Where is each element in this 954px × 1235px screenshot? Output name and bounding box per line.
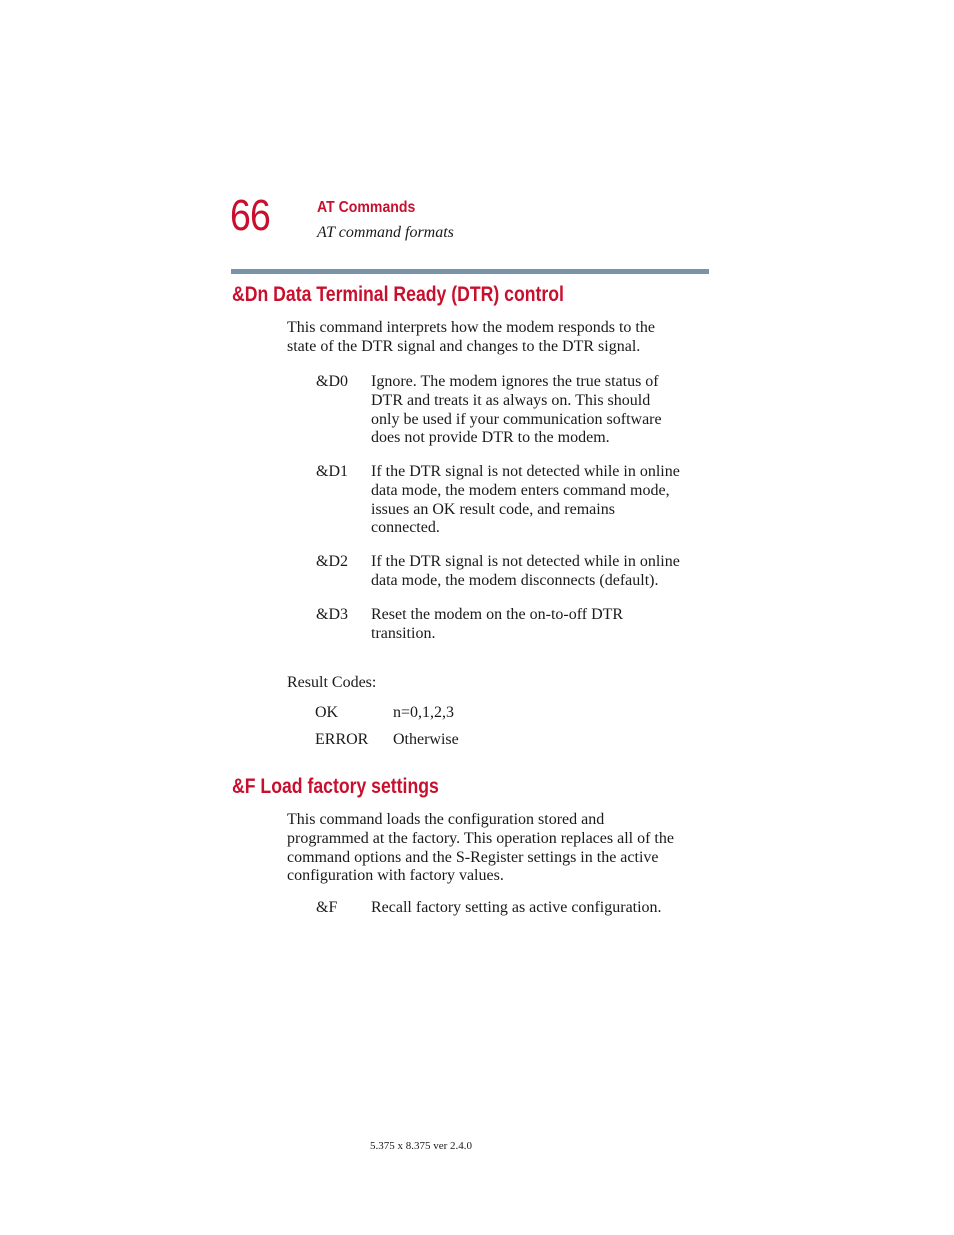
command-description [371, 553, 716, 591]
intro-line: configuration with factory values. [287, 867, 504, 885]
intro-line: This command loads the configuration stored and [287, 811, 605, 828]
section-intro-factory [287, 811, 717, 886]
intro-line: command options and the S-Register settings in the active [287, 848, 659, 866]
description-line: Ignore. The modem ignores the true status of [371, 373, 659, 390]
header-rule [231, 269, 709, 274]
result-code: OK [315, 704, 339, 721]
intro-line: This command interprets how the modem responds to the [287, 319, 655, 336]
command-code: &D1 [316, 463, 348, 480]
intro-line: programmed at the factory. This operation replaces all of the [287, 829, 674, 847]
description-line: Recall factory setting as active configuration. [371, 899, 662, 916]
command-code: &D3 [316, 606, 348, 623]
description-line: If the DTR signal is not detected while in online [371, 463, 680, 480]
result-codes-label-text: Result Codes: [287, 674, 377, 691]
description-line: data mode, the modem enters command mode, [371, 481, 670, 499]
command-description [371, 899, 716, 918]
command-code: &D2 [316, 553, 348, 570]
command-description [371, 606, 716, 644]
command-code: &D0 [316, 373, 348, 390]
result-code: ERROR [315, 731, 369, 748]
description-line: transition. [371, 624, 436, 642]
section-subtitle: AT command formats [317, 224, 454, 241]
result-codes-label [287, 674, 717, 693]
description-line: only be used if your communication software [371, 410, 662, 428]
description-line: issues an OK result code, and remains [371, 500, 615, 518]
result-code-value: Otherwise [393, 731, 459, 748]
page-number: 66 [230, 191, 270, 240]
command-description [371, 373, 716, 448]
section-intro-dtr [287, 319, 717, 357]
result-code-value: n=0,1,2,3 [393, 704, 455, 721]
description-line: connected. [371, 519, 440, 537]
section-heading-factory: &F Load factory settings [232, 775, 439, 798]
command-code: &F [316, 899, 338, 916]
chapter-title: AT Commands [317, 199, 416, 216]
description-line: If the DTR signal is not detected while in online [371, 553, 680, 570]
intro-line: state of the DTR signal and changes to the DTR signal. [287, 337, 641, 355]
command-description [371, 463, 716, 538]
description-line: Reset the modem on the on-to-off DTR [371, 606, 624, 623]
description-line: does not provide DTR to the modem. [371, 429, 610, 447]
description-line: data mode, the modem disconnects (default). [371, 571, 659, 589]
footer-version: 5.375 x 8.375 ver 2.4.0 [370, 1140, 473, 1152]
section-heading-dtr: &Dn Data Terminal Ready (DTR) control [232, 283, 564, 306]
description-line: DTR and treats it as always on. This should [371, 391, 651, 409]
